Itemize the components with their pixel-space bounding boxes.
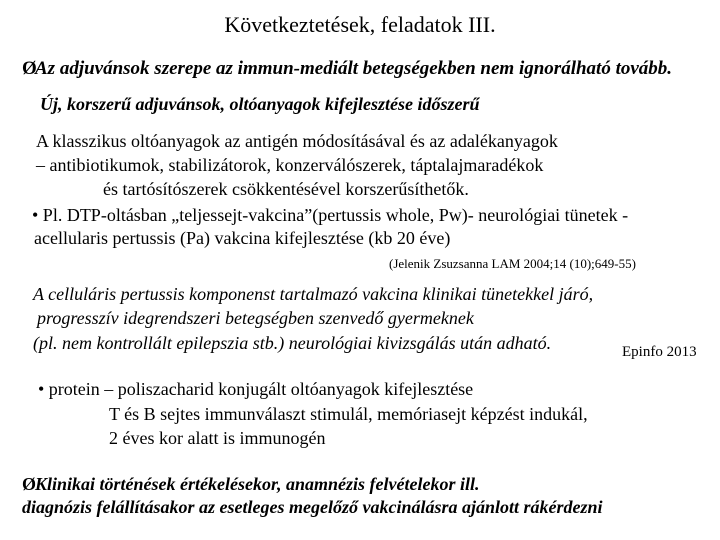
italic-para-line1: A celluláris pertussis komponenst tartalmazó vakcina klinikai tünetekkel járó, bbox=[33, 284, 594, 304]
bullet-clinical-line1 bbox=[22, 474, 479, 495]
arrow-bullet-icon: Ø bbox=[22, 474, 37, 494]
citation-jelenik: (Jelenik Zsuzsanna LAM 2004;14 (10);649-55) bbox=[389, 256, 636, 271]
bullet-adjuvant-subline: Új, korszerű adjuvánsok, oltóanyagok kifejlesztése időszerű bbox=[40, 94, 480, 114]
para1-line3: és tartósítószerek csökkentésével korszerűsíthetők. bbox=[103, 179, 469, 199]
slide-title: Következtetések, feladatok III. bbox=[224, 12, 496, 37]
para3-line1: • protein – poliszacharid konjugált oltóanyagok kifejlesztése bbox=[38, 379, 474, 399]
para2-line2: acellularis pertussis (Pa) vakcina kifejlesztése (kb 20 éve) bbox=[34, 228, 451, 248]
arrow-bullet-icon: Ø bbox=[22, 58, 37, 79]
para2-line1: • Pl. DTP-oltásban „teljessejt-vakcina”(pertussis whole, Pw)- neurológiai tünetek - bbox=[32, 205, 629, 225]
citation-epinfo: Epinfo 2013 bbox=[622, 344, 697, 360]
bullet-clinical-text: Klinikai történések értékelésekor, anamnézis felvételekor ill. bbox=[35, 474, 480, 494]
italic-para-line2: progresszív idegrendszeri betegségben szenvedő gyermeknek bbox=[37, 308, 474, 328]
bullet-clinical-line2: diagnózis felállításakor az esetleges megelőző vakcinálásra ajánlott rákérdezni bbox=[22, 497, 603, 517]
italic-para-line3: (pl. nem kontrollált epilepszia stb.) neurológiai kivizsgálás után adható. bbox=[33, 333, 552, 353]
para1-line1: A klasszikus oltóanyagok az antigén módosításával és az adalékanyagok bbox=[36, 131, 558, 151]
para1-line2: – antibiotikumok, stabilizátorok, konzerválószerek, táptalajmaradékok bbox=[36, 155, 544, 175]
bullet-adjuvant-text: Az adjuvánsok szerepe az immun-mediált betegségekben nem ignorálható tovább. bbox=[35, 58, 673, 79]
para3-line3: 2 éves kor alatt is immunogén bbox=[109, 428, 326, 448]
para3-line2: T és B sejtes immunválaszt stimulál, memóriasejt képzést indukál, bbox=[109, 404, 588, 424]
bullet-adjuvant-role bbox=[22, 58, 672, 80]
